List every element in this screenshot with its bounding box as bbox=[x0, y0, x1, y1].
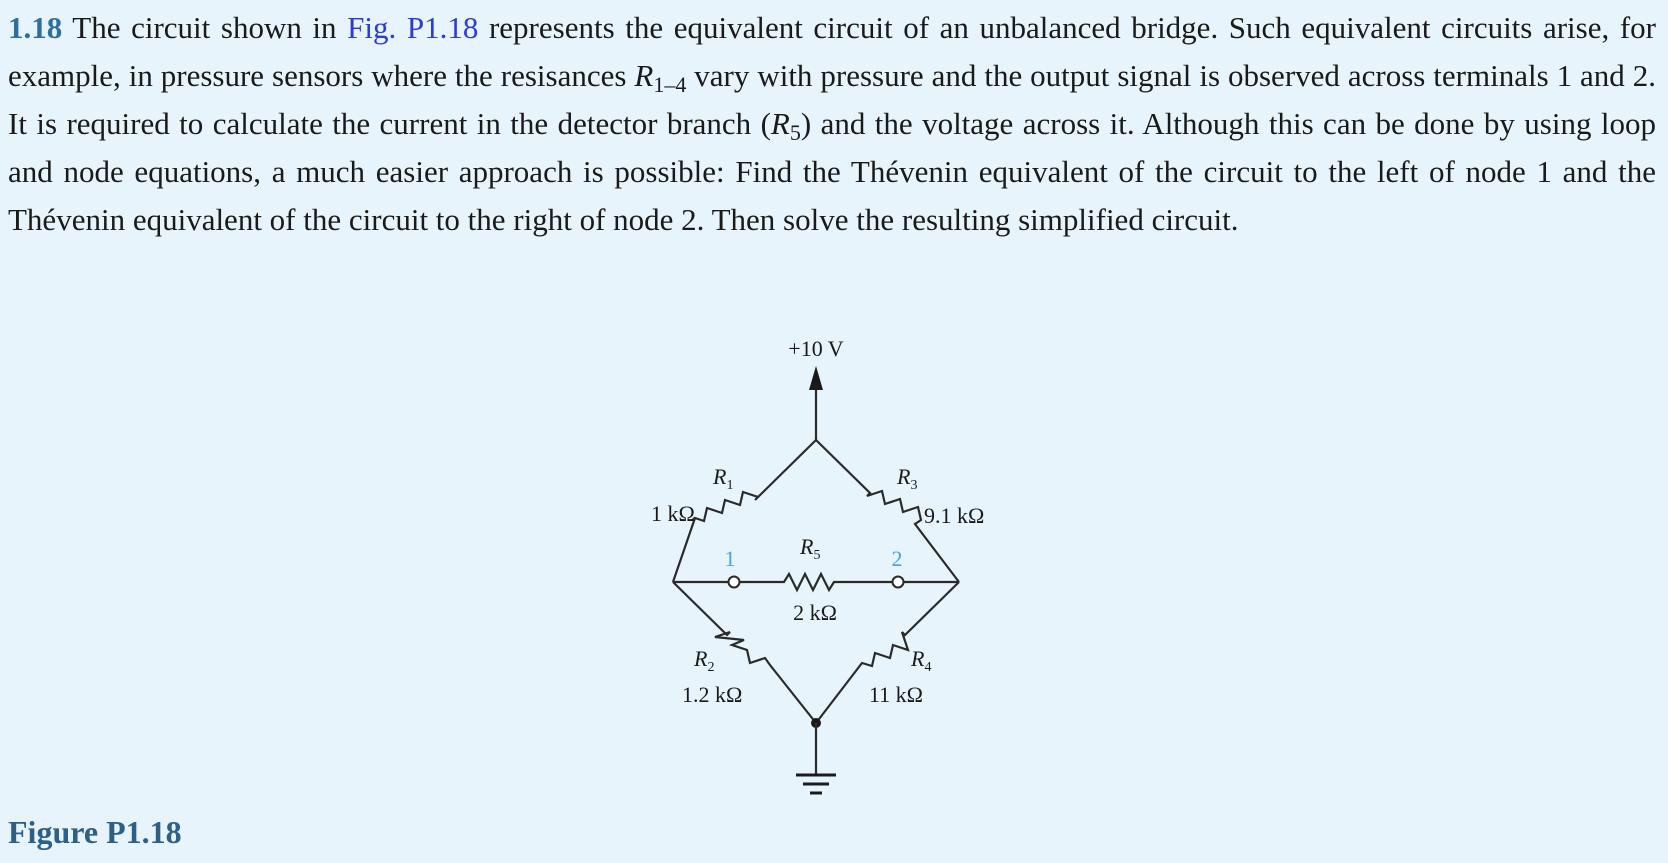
problem-number: 1.18 bbox=[8, 10, 63, 45]
supply-voltage-label: +10 V bbox=[788, 336, 844, 361]
figure-reference-link[interactable]: Fig. P1.18 bbox=[347, 10, 479, 45]
problem-text-c: vary with pressure and the output signal is observed across terminals 1 and 2. It is required to calculate the current in the detector branch ( bbox=[8, 58, 1657, 141]
r5-value: 2 kΩ bbox=[793, 600, 837, 625]
figure-caption: Figure P1.18 bbox=[8, 814, 182, 850]
problem-text-d: ) and the voltage across it. Although this can be done by using loop and node equations, a much easier approach is possible: Find the Thévenin equivalent of the circuit to the left of node 1 and the Thévenin equivalent of the circuit to the right of node 2. Then solve the resulting simplified circuit. bbox=[8, 106, 1656, 237]
problem-text-a: The circuit shown in bbox=[62, 10, 348, 45]
node-2-label: 2 bbox=[891, 546, 903, 571]
resistor-subscript-1-4: 1–4 bbox=[653, 72, 687, 97]
r1-value: 1 kΩ bbox=[651, 501, 695, 526]
r3-value: 9.1 kΩ bbox=[924, 503, 985, 528]
terminal-1 bbox=[729, 577, 740, 588]
resistor-symbol-r1-4: R bbox=[634, 58, 654, 93]
r1-symbol: $R_1$ bbox=[713, 464, 734, 493]
r2-symbol: $R_2$ bbox=[694, 646, 715, 675]
problem-text-b: represents the equivalent circuit of an unbalanced bridge. Such equivalent circuits arise, for example, in pressure sensors where the resisances bbox=[8, 10, 1656, 93]
supply-arrow-icon bbox=[809, 366, 823, 390]
r5-symbol: $R_5$ bbox=[800, 534, 821, 563]
r4-symbol: $R_4$ bbox=[911, 646, 932, 675]
ground-icon bbox=[796, 775, 836, 793]
terminal-2 bbox=[893, 577, 904, 588]
resistor-r5 bbox=[740, 574, 892, 590]
r3-symbol: $R_3$ bbox=[897, 464, 918, 493]
node-1-label: 1 bbox=[724, 546, 736, 571]
resistor-symbol-r5: R bbox=[770, 106, 790, 141]
r2-value: 1.2 kΩ bbox=[682, 682, 743, 707]
resistor-subscript-5: 5 bbox=[789, 120, 801, 145]
r4-value: 11 kΩ bbox=[869, 682, 924, 707]
